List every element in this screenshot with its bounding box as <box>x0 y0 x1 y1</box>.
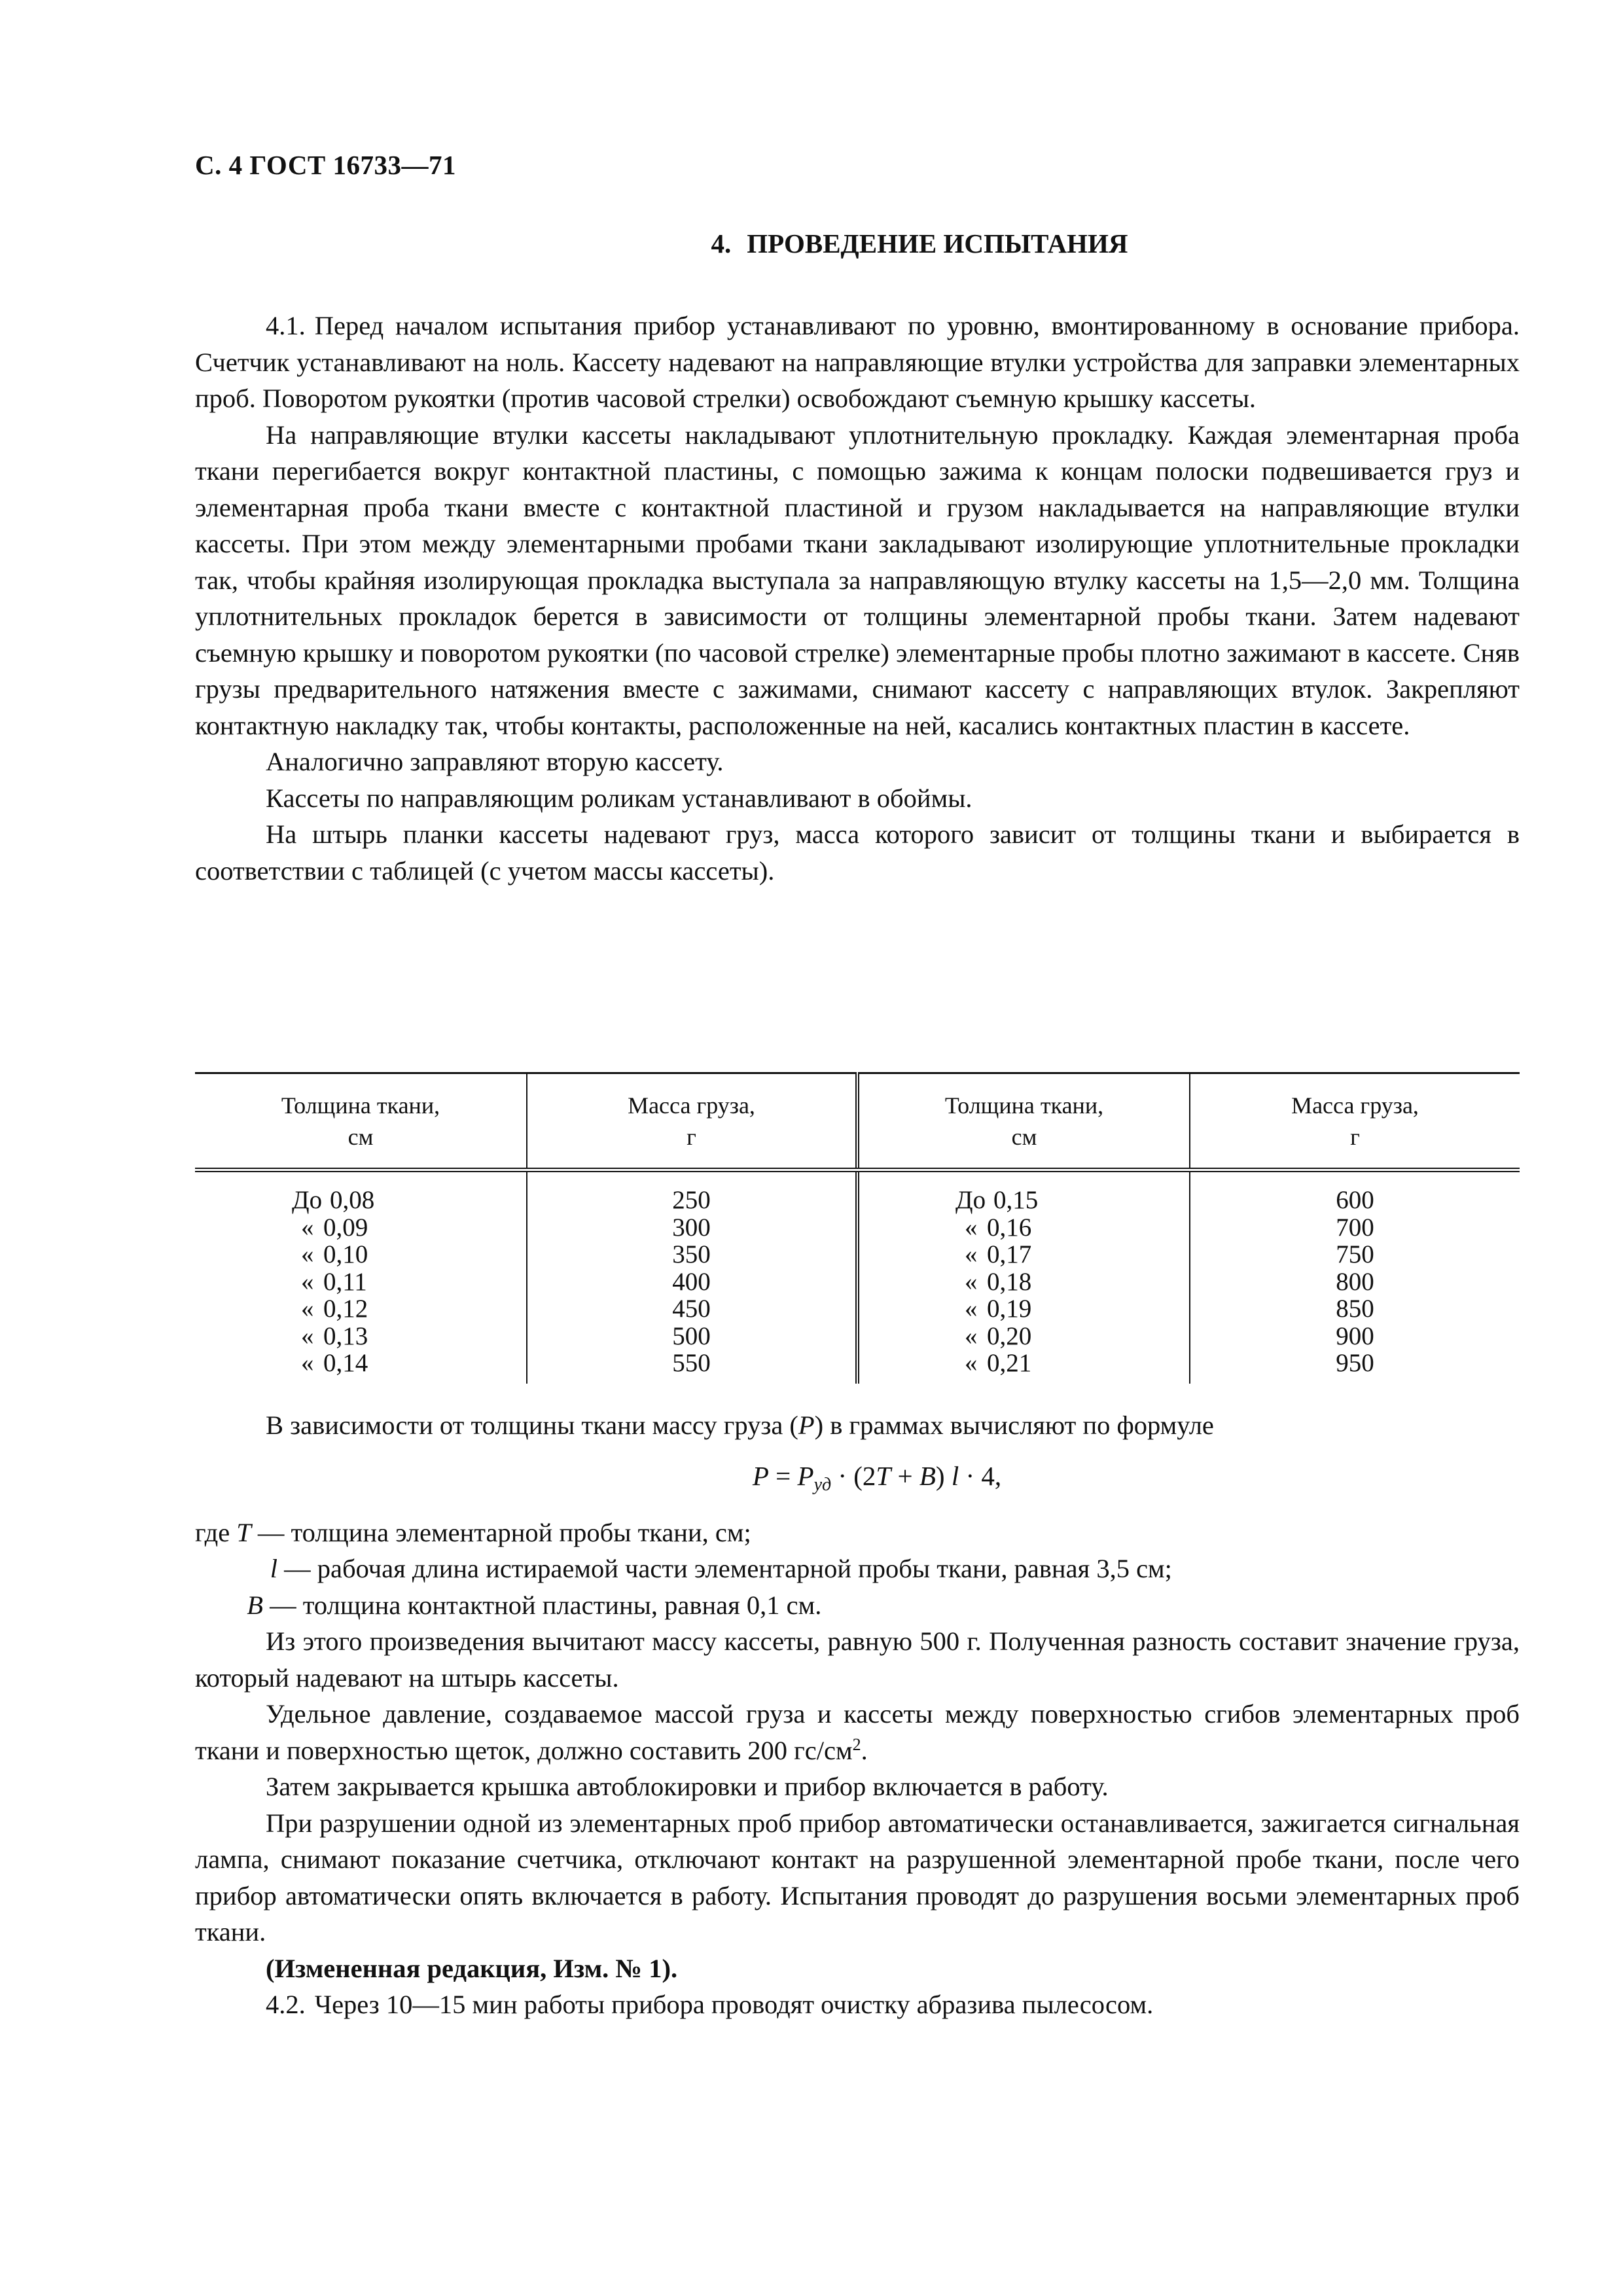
table-row <box>195 1241 1520 1268</box>
cell-thickness: « 0,10 <box>195 1241 527 1268</box>
cell-mass: 750 <box>1336 1240 1374 1268</box>
paragraph <box>195 417 1520 744</box>
paragraph-text: Кассеты по направляющим роликам устанавливают в обоймы. <box>266 783 972 813</box>
column-header-thickness: Толщина ткани, см <box>195 1073 527 1170</box>
cell-mass: 500 <box>527 1323 857 1350</box>
column-header-mass: Масса груза, г <box>527 1073 857 1170</box>
column-header-thickness: Толщина ткани, см <box>857 1073 1190 1170</box>
legend-item-l: l — рабочая длина истираемой части элементарной пробы ткани, равная 3,5 см; <box>270 1554 1172 1583</box>
paragraph-text: На штырь планки кассеты надевают груз, масса которого зависит от толщины ткани и выбирается в соответствии с таблицей (с учетом массы кассеты). <box>195 819 1520 886</box>
section-title <box>195 228 1520 259</box>
cell-mass: 250 <box>527 1170 857 1214</box>
cell-mass: 950 <box>1336 1349 1374 1377</box>
paragraph <box>195 780 1520 817</box>
legend-item-b: B — толщина контактной пластины, равная 0,1 см. <box>247 1590 822 1620</box>
table-row <box>195 1295 1520 1323</box>
clause-number: 4.1. <box>266 311 306 340</box>
column-header-mass: Масса груза, г <box>1190 1073 1520 1170</box>
cell-thickness: До 0,15 <box>857 1170 1190 1214</box>
table-row <box>195 1323 1520 1350</box>
paragraph: При разрушении одной из элементарных проб прибор автоматически останавливается, зажигается сигнальная лампа, снимают показание счетчика, отключают контакт на разрушенной элементарной пробе ткани, после чего прибор автоматически опять включается в работу. Испытания проводят до разрушения восьми элементарных проб ткани. <box>195 1808 1520 1946</box>
text-block-after-table <box>195 1407 1520 2023</box>
cell-mass: 600 <box>1336 1186 1374 1214</box>
cell-mass: 800 <box>1336 1267 1374 1296</box>
cell-mass: 300 <box>527 1214 857 1242</box>
cell-thickness: « 0,16 <box>857 1214 1190 1242</box>
cell-thickness: « 0,18 <box>857 1268 1190 1296</box>
formula: $P = P_{уд} \cdot (2T + B) l \cdot 4$, <box>752 1460 1002 1495</box>
paragraph: Удельное давление, создаваемое массой груза и кассеты между поверхностью сгибов элементарных проб ткани и поверхностью щеток, должно составить 200 $гс/см^2$. <box>195 1699 1520 1765</box>
table-row <box>195 1170 1520 1214</box>
cell-thickness: « 0,12 <box>195 1295 527 1323</box>
paragraph-text: Перед началом испытания прибор устанавливают по уровню, вмонтированному в основание прибора. Счетчик устанавливают на ноль. Кассету надевают на направляющие втулки устройства для заправки элементарных проб. Поворотом рукоятки (против часовой стрелки) освобождают съемную крышку кассеты. <box>195 311 1520 413</box>
clause-number: 4.2. <box>266 1990 306 2019</box>
weight-table <box>195 1072 1520 1384</box>
legend-item-t: где T — толщина элементарной пробы ткани, см; <box>195 1517 751 1547</box>
amendment-note: (Измененная редакция, Изм. № 1). <box>266 1953 678 1983</box>
cell-thickness: « 0,17 <box>857 1241 1190 1268</box>
section-title-text: ПРОВЕДЕНИЕ ИСПЫТАНИЯ <box>747 228 1128 259</box>
paragraph-text: На направляющие втулки кассеты накладывают уплотнительную прокладку. Каждая элементарная проба ткани перегибается вокруг контактной пластины, с помощью зажима к концам полоски подвешивается груз и элементарная проба ткани вместе с контактной пластиной и грузом накладывается на направляющие втулки кассеты. При этом между элементарными пробами ткани закладывают изолирующие уплотнительные прокладки так, чтобы крайняя изолирующая прокладка выступала за направляющую втулку кассеты на 1,5—2,0 мм. Толщина уплотнительных прокладок берется в зависимости от толщины элементарной пробы ткани. Затем надевают съемную крышку и поворотом рукоятки (по часовой стрелке) элементарные пробы плотно зажимают в кассете. Сняв грузы предварительного натяжения вместе с зажимами, снимают кассету с направляющих втулок. Закрепляют контактную накладку так, чтобы контакты, расположенные на ней, касались контактных пластин в кассете. <box>195 420 1520 740</box>
table-row <box>195 1268 1520 1296</box>
paragraph: Затем закрывается крышка автоблокировки и прибор включается в работу. <box>266 1772 1109 1801</box>
text-block-before-table <box>195 308 1520 889</box>
running-head: С. 4 ГОСТ 16733—71 <box>195 150 457 180</box>
cell-thickness: « 0,11 <box>195 1268 527 1296</box>
table-header-row <box>195 1073 1520 1170</box>
cell-thickness: « 0,20 <box>857 1323 1190 1350</box>
cell-mass: 900 <box>1336 1321 1374 1350</box>
cell-mass: 700 <box>1336 1213 1374 1242</box>
cell-mass: 550 <box>527 1350 857 1384</box>
cell-thickness: « 0,09 <box>195 1214 527 1242</box>
cell-thickness: « 0,14 <box>195 1350 527 1384</box>
cell-mass: 350 <box>527 1241 857 1268</box>
cell-mass: 850 <box>1336 1295 1374 1323</box>
paragraph-4-2: 4.2. Через 10—15 мин работы прибора проводят очистку абразива пылесосом. <box>266 1990 1154 2019</box>
cell-thickness: « 0,19 <box>857 1295 1190 1323</box>
formula-legend <box>195 1515 1520 1624</box>
paragraph-4-1 <box>195 308 1520 417</box>
cell-thickness: « 0,13 <box>195 1323 527 1350</box>
paragraph: Из этого произведения вычитают массу кассеты, равную 500 г. Полученная разность составит значение груза, который надевают на штырь кассеты. <box>195 1626 1520 1693</box>
cell-thickness: « 0,21 <box>857 1350 1190 1384</box>
paragraph-text: Аналогично заправляют вторую кассету. <box>266 747 724 776</box>
cell-mass: 400 <box>527 1268 857 1296</box>
section-number: 4. <box>711 228 732 259</box>
table-row <box>195 1350 1520 1384</box>
paragraph <box>195 816 1520 889</box>
cell-thickness: До 0,08 <box>195 1170 527 1214</box>
formula-intro: В зависимости от толщины ткани массу груза (P) в граммах вычисляют по формуле <box>266 1410 1214 1440</box>
paragraph <box>195 744 1520 780</box>
table-row <box>195 1214 1520 1242</box>
cell-mass: 450 <box>527 1295 857 1323</box>
